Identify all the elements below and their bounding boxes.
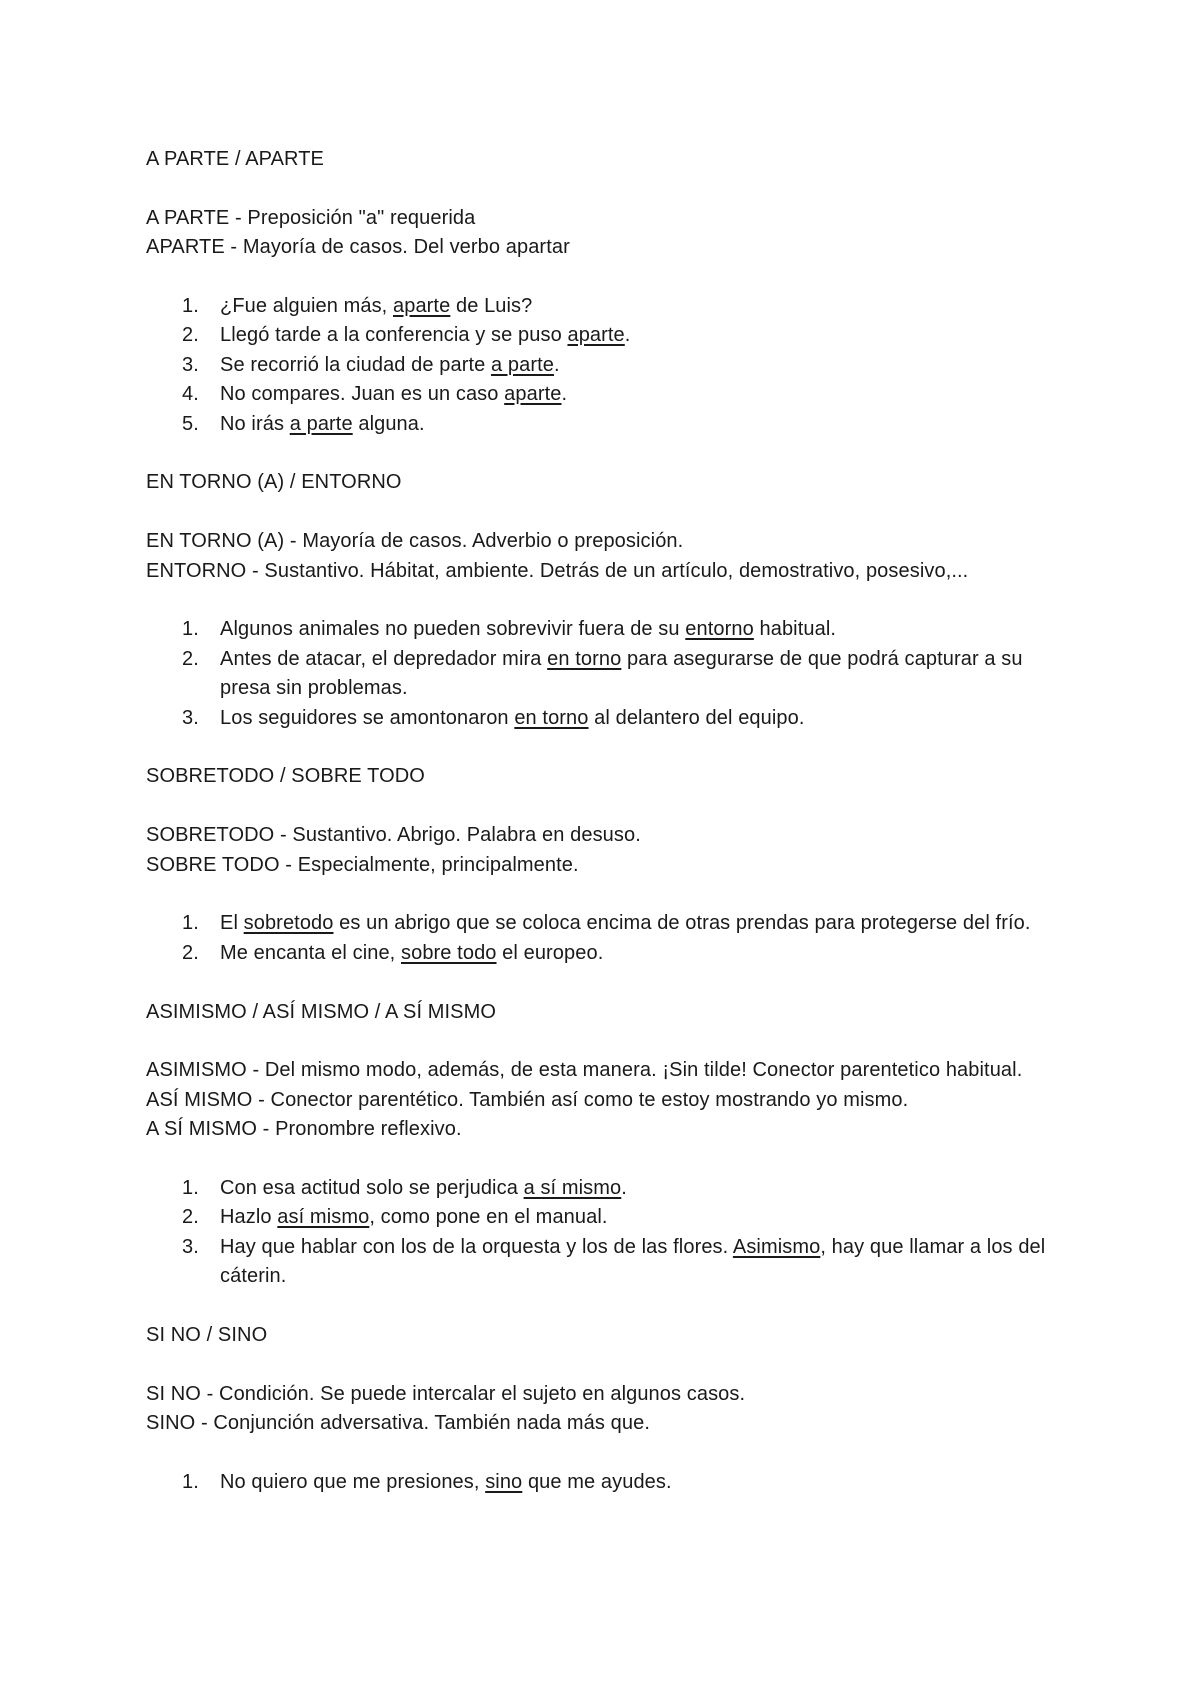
underlined-term: sobretodo bbox=[243, 912, 334, 935]
example-number: 2. bbox=[182, 1206, 199, 1229]
example-item bbox=[146, 1468, 1076, 1497]
example-list bbox=[146, 1174, 1076, 1292]
example-number: 2. bbox=[182, 324, 199, 347]
definition-line: SOBRE TODO - Especialmente, principalmente. bbox=[146, 853, 579, 876]
example-number: 1. bbox=[182, 912, 199, 935]
example-text: No compares. Juan es un caso bbox=[220, 383, 505, 406]
example-text: ¿Fue alguien más, bbox=[220, 295, 393, 317]
underlined-term: aparte bbox=[504, 383, 562, 406]
example-list bbox=[146, 615, 1076, 733]
example-number: 1. bbox=[182, 1177, 199, 1200]
underlined-term: en torno bbox=[547, 647, 622, 670]
example-text: , como pone en el manual. bbox=[369, 1206, 608, 1229]
example-item bbox=[146, 321, 1076, 350]
example-text: habitual. bbox=[753, 618, 837, 641]
example-item bbox=[146, 380, 1076, 409]
underlined-term: Asimismo bbox=[732, 1235, 821, 1258]
underlined-term: aparte bbox=[567, 324, 625, 347]
underlined-term: sino bbox=[485, 1471, 523, 1494]
example-item bbox=[146, 1174, 1076, 1203]
section-heading: ASIMISMO / ASÍ MISMO / A SÍ MISMO bbox=[146, 1000, 497, 1023]
underlined-term: entorno bbox=[685, 618, 754, 641]
example-item bbox=[146, 909, 1076, 938]
example-text: para asegurarse de que podrá capturar a su presa sin problemas. bbox=[220, 647, 1023, 700]
example-number: 3. bbox=[182, 1235, 199, 1258]
example-text: Con esa actitud solo se perjudica bbox=[220, 1177, 524, 1200]
example-item bbox=[146, 410, 1076, 439]
example-text: Llegó tarde a la conferencia y se puso bbox=[220, 324, 568, 347]
sections-container bbox=[146, 145, 1076, 1497]
example-number: 5. bbox=[182, 412, 199, 435]
example-number: 3. bbox=[182, 706, 199, 729]
example-item bbox=[146, 351, 1076, 380]
example-text: al delantero del equipo. bbox=[588, 706, 805, 729]
underlined-term: aparte bbox=[393, 295, 451, 317]
definition-line: APARTE - Mayoría de casos. Del verbo apartar bbox=[146, 236, 570, 259]
example-text: El bbox=[220, 912, 244, 935]
underlined-term: a parte bbox=[491, 353, 554, 376]
section bbox=[146, 468, 1076, 762]
example-text: alguna. bbox=[352, 412, 425, 435]
example-item bbox=[146, 645, 1076, 704]
definition-line: ASÍ MISMO - Conector parentético. También así como te estoy mostrando yo mismo. bbox=[146, 1088, 909, 1111]
example-item bbox=[146, 704, 1076, 733]
example-text: Hazlo bbox=[220, 1206, 278, 1229]
example-text: Antes de atacar, el depredador mira bbox=[220, 647, 548, 670]
section-heading: SI NO / SINO bbox=[146, 1324, 268, 1347]
underlined-term: así mismo bbox=[277, 1206, 370, 1229]
example-text: que me ayudes. bbox=[522, 1471, 672, 1494]
section bbox=[146, 998, 1076, 1321]
example-text: . bbox=[621, 1177, 627, 1200]
example-number: 2. bbox=[182, 941, 199, 964]
example-item bbox=[146, 939, 1076, 968]
section bbox=[146, 1321, 1076, 1497]
example-text: . bbox=[561, 383, 568, 406]
example-number: 3. bbox=[182, 353, 199, 376]
example-list bbox=[146, 1468, 1076, 1497]
example-list bbox=[146, 292, 1076, 439]
example-number: 1. bbox=[182, 1471, 199, 1494]
example-text: , hay que llamar a los del cáterin. bbox=[220, 1235, 1046, 1288]
definition-line: SOBRETODO - Sustantivo. Abrigo. Palabra en desuso. bbox=[146, 824, 641, 847]
example-text: Algunos animales no pueden sobrevivir fuera de su bbox=[220, 618, 686, 641]
section-heading: A PARTE / APARTE bbox=[146, 148, 324, 170]
definition-line: A SÍ MISMO - Pronombre reflexivo. bbox=[146, 1118, 462, 1141]
example-text: Los seguidores se amontonaron bbox=[220, 706, 515, 729]
definition-line: SI NO - Condición. Se puede intercalar el sujeto en algunos casos. bbox=[146, 1382, 746, 1405]
example-item bbox=[146, 292, 1076, 321]
example-text: Se recorrió la ciudad de parte bbox=[220, 353, 492, 376]
section-heading: EN TORNO (A) / ENTORNO bbox=[146, 471, 402, 494]
example-number: 1. bbox=[182, 618, 199, 641]
example-text: Me encanta el cine, bbox=[220, 941, 401, 964]
example-text: Hay que hablar con los de la orquesta y los de las flores. bbox=[220, 1235, 733, 1258]
example-text: . bbox=[554, 353, 560, 376]
example-text: No irás bbox=[220, 412, 290, 435]
document-body bbox=[146, 145, 1076, 1497]
example-text: el europeo. bbox=[496, 941, 604, 964]
definition-line: ENTORNO - Sustantivo. Hábitat, ambiente. Detrás de un artículo, demostrativo, posesivo,... bbox=[146, 559, 969, 582]
example-text: es un abrigo que se coloca encima de otras prendas para protegerse del frío. bbox=[333, 912, 1031, 935]
section bbox=[146, 762, 1076, 997]
underlined-term: sobre todo bbox=[401, 941, 497, 964]
example-number: 2. bbox=[182, 647, 199, 670]
example-number: 1. bbox=[182, 295, 199, 317]
definition-line: EN TORNO (A) - Mayoría de casos. Adverbio o preposición. bbox=[146, 530, 684, 553]
example-text: . bbox=[624, 324, 631, 347]
example-text: No quiero que me presiones, bbox=[220, 1471, 486, 1494]
example-item bbox=[146, 1233, 1076, 1292]
example-item bbox=[146, 615, 1076, 644]
underlined-term: en torno bbox=[514, 706, 589, 729]
section-heading: SOBRETODO / SOBRE TODO bbox=[146, 765, 425, 788]
definition-line: ASIMISMO - Del mismo modo, además, de esta manera. ¡Sin tilde! Conector parentetico habitual. bbox=[146, 1059, 1023, 1082]
example-number: 4. bbox=[182, 383, 199, 406]
section bbox=[146, 145, 1076, 468]
underlined-term: a sí mismo bbox=[523, 1177, 622, 1200]
definition-line: A PARTE - Preposición "a" requerida bbox=[146, 206, 476, 229]
example-item bbox=[146, 1203, 1076, 1232]
example-list bbox=[146, 909, 1076, 968]
definition-line: SINO - Conjunción adversativa. También nada más que. bbox=[146, 1412, 650, 1435]
underlined-term: a parte bbox=[289, 412, 353, 435]
example-text: de Luis? bbox=[450, 295, 533, 317]
